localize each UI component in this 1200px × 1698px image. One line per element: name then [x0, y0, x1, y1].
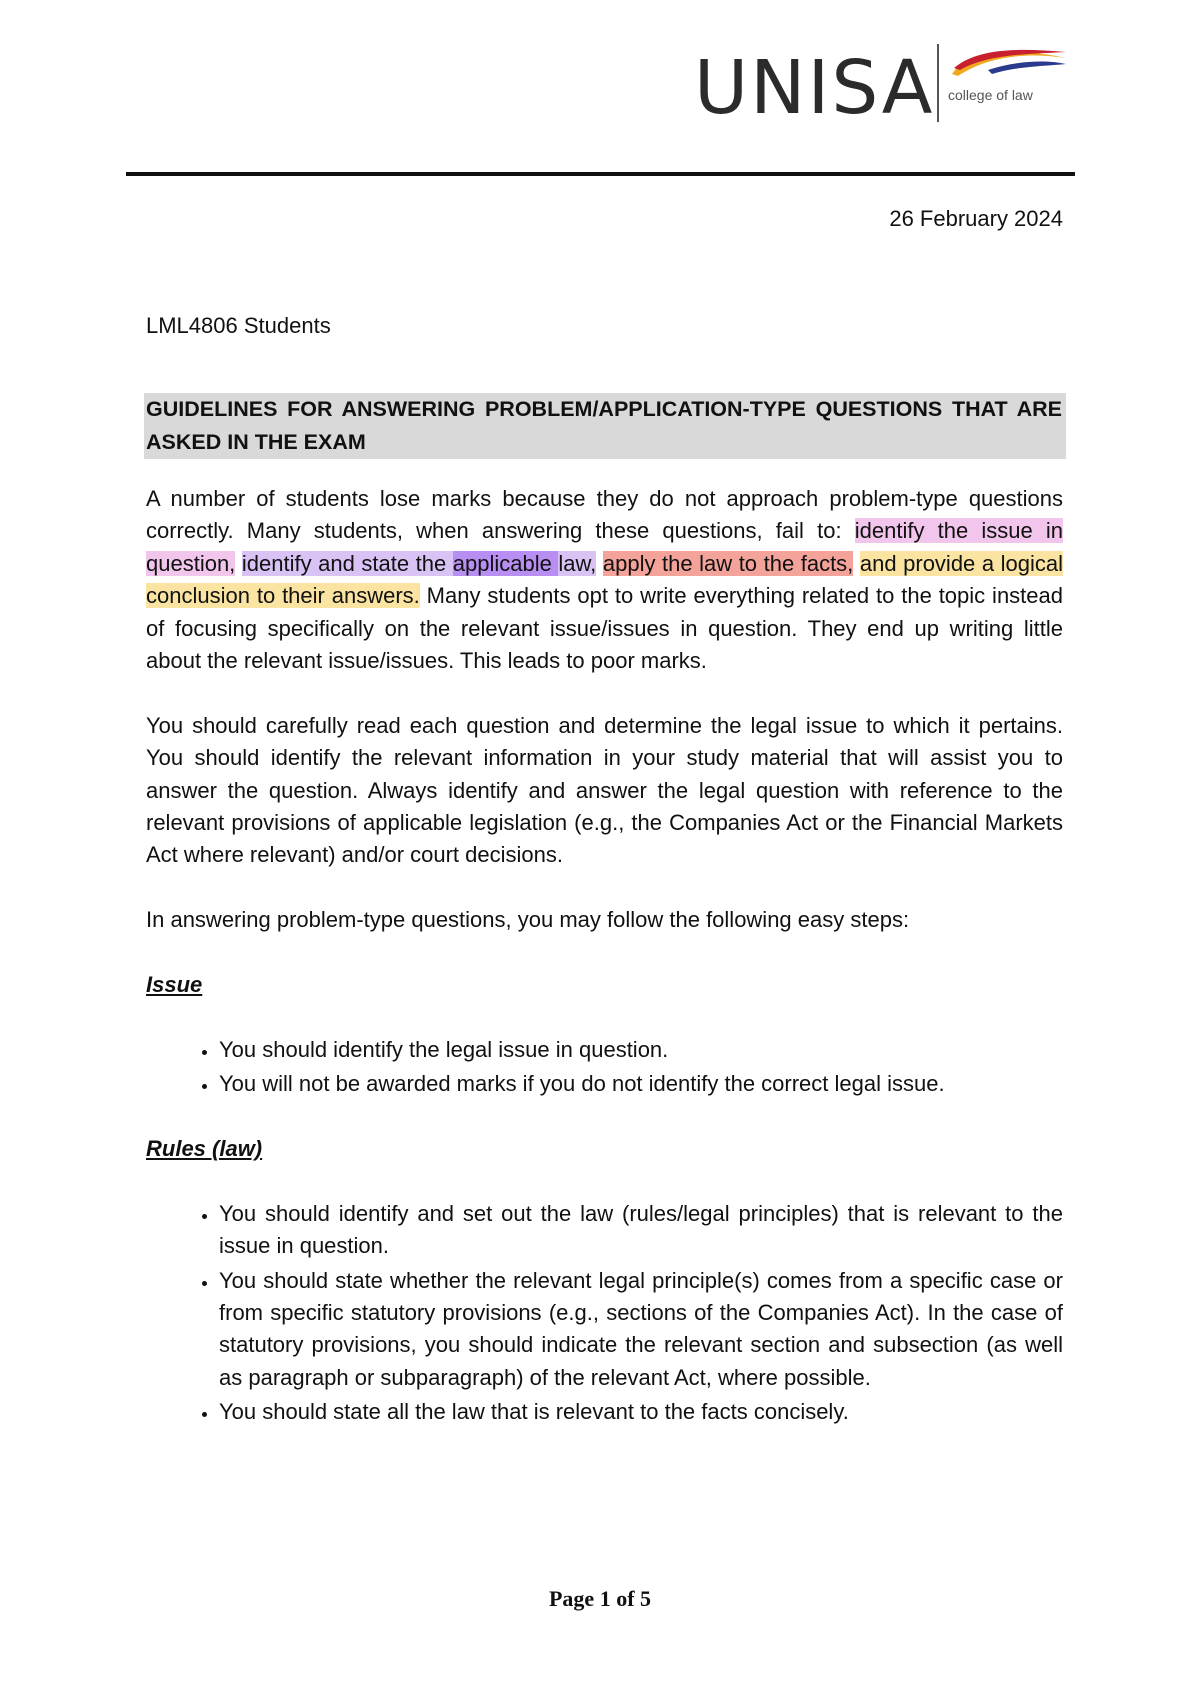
unisa-logo [694, 40, 1074, 130]
logo-divider [937, 44, 939, 122]
intro-text-2: Many students opt to write everything related to the topic instead of focusing specifically on the relevant issue/issues in question. They end up writing little about the relevant issue/issues. This leads to poor marks. [146, 583, 1063, 674]
intro-text-1: A number of students lose marks because they do not approach problem-type questions correctly. Many students, when answering these questions, fail to: [146, 486, 1063, 544]
list-item: • You should state all the law that is relevant to the facts concisely. [219, 1396, 1063, 1428]
logo-wordmark: UNISA [694, 45, 935, 131]
intro-paragraph [146, 483, 1063, 677]
section-title-rules: Rules (law) [146, 1136, 263, 1162]
page-heading: GUIDELINES FOR ANSWERING PROBLEM/APPLICATION-TYPE QUESTIONS THAT ARE ASKED IN THE EXAM [146, 397, 1062, 454]
recipient: LML4806 Students [146, 313, 331, 338]
section-title-issue: Issue [146, 972, 203, 998]
highlight-conclusion: and provide a logical conclusion to their answers. [146, 550, 1063, 609]
list-item: • You should identify and set out the law (rules/legal principles) that is relevant to the issue in question. [219, 1198, 1063, 1263]
letter-date: 26 February 2024 [889, 206, 1063, 231]
highlight-law: law, [558, 550, 597, 576]
page-number: Page 1 of 5 [548, 1586, 652, 1611]
list-item: • You will not be awarded marks if you do not identify the correct legal issue. [219, 1068, 1063, 1100]
highlight-apply-law: apply the law to the facts, [602, 550, 854, 576]
highlight-identify-law: identify and state the [241, 550, 453, 576]
issue-list [146, 1034, 1063, 1101]
highlight-applicable: applicable [452, 550, 559, 576]
paragraph-2: You should carefully read each question and determine the legal issue to which it pertains. You should identify the relevant information in your study material that will assist you to answer the question. Always identify and answer the legal question with reference to the relevant provisions of applicable legislation (e.g., the Companies Act or the Financial Markets Act where relevant) and/or court decisions. [146, 712, 1063, 868]
rules-list [146, 1198, 1063, 1429]
document-body [146, 483, 1063, 1461]
header-rule [126, 172, 1075, 176]
list-item: • You should state whether the relevant legal principle(s) comes from a specific case or from specific statutory provisions (e.g., sections of the Companies Act). In the case of statutory provisions, you should indicate the relevant section and subsection (as well as paragraph or subparagraph) of the relevant Act, where possible. [219, 1265, 1063, 1395]
logo-swoosh-icon [948, 44, 1068, 80]
list-item: • You should identify the legal issue in question. [219, 1034, 1063, 1066]
logo-subtitle: college of law [948, 87, 1033, 103]
highlight-identify-issue: identify the issue in question, [146, 518, 1063, 576]
paragraph-3: In answering problem-type questions, you may follow the following easy steps: [146, 907, 910, 933]
